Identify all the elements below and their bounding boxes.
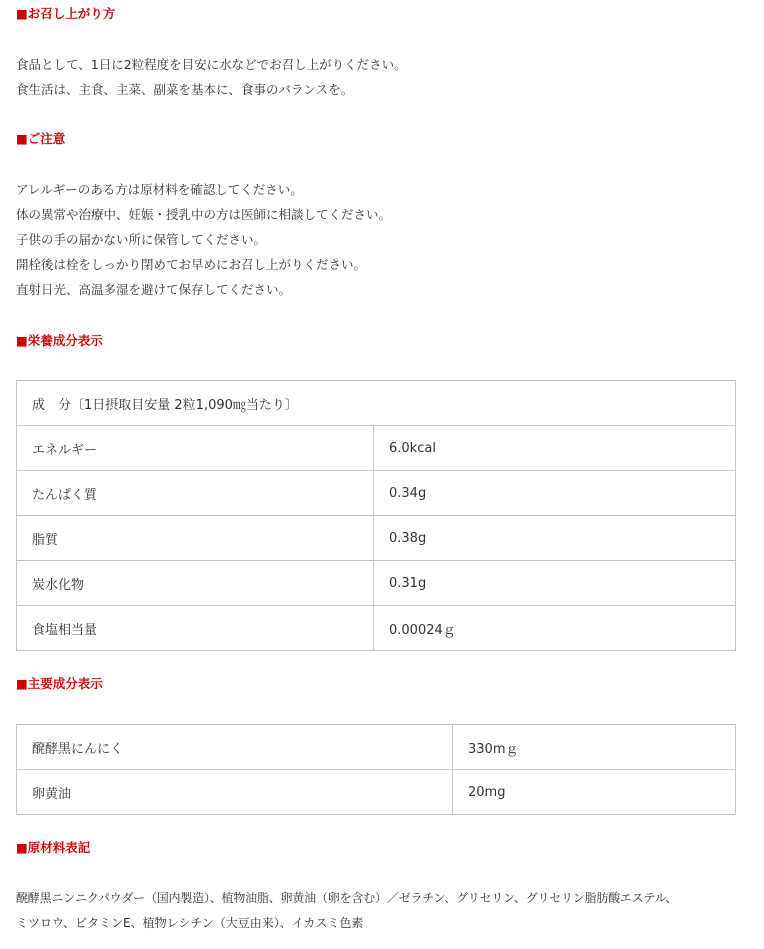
nutrient-name: 食塩相当量 (17, 606, 374, 651)
table-row (17, 561, 736, 606)
ingredient-value: 330mｇ (453, 725, 736, 770)
caution-line: 子供の手の届かない所に保管してください。 (16, 232, 267, 247)
nutrient-name: 炭水化物 (17, 561, 374, 606)
nutrition-table (16, 380, 736, 651)
main-ingredients-heading: ■主要成分表示 (16, 676, 103, 691)
table-row (17, 426, 736, 471)
nutrient-name: エネルギー (17, 426, 374, 471)
table-row (17, 725, 736, 770)
nutrient-value: 0.31g (374, 561, 736, 606)
caution-heading: ■ご注意 (16, 131, 66, 146)
table-row (17, 516, 736, 561)
usage-line: 食生活は、主食、主菜、副菜を基本に、食事のバランスを。 (16, 82, 354, 97)
caution-line: 開栓後は栓をしっかり閉めてお早めにお召し上がりください。 (16, 257, 367, 272)
usage-heading: ■お召し上がり方 (16, 6, 116, 21)
table-row (17, 606, 736, 651)
raw-materials-line: 醗酵黒ニンニクパウダー（国内製造）、植物油脂、卵黄油（卵を含む）／ゼラチン、グリセリン、グリセリン脂肪酸エステル、 (16, 891, 678, 905)
caution-line: アレルギーのある方は原材料を確認してください。 (16, 182, 303, 197)
table-row (17, 471, 736, 516)
nutrient-name: 脂質 (17, 516, 374, 561)
usage-line: 食品として、1日に2粒程度を目安に水などでお召し上がりください。 (16, 57, 407, 72)
nutrient-name: たんぱく質 (17, 471, 374, 516)
ingredient-name: 醗酵黒にんにく (17, 725, 453, 770)
main-ingredients-table (16, 724, 736, 815)
nutrient-value: 0.38g (374, 516, 736, 561)
nutrition-table-header: 成 分〔1日摂取目安量 2粒1,090㎎当たり〕 (17, 381, 736, 426)
ingredient-value: 20mg (453, 770, 736, 815)
table-row (17, 770, 736, 815)
raw-materials-heading: ■原材料表記 (16, 840, 91, 855)
nutrient-value: 0.34g (374, 471, 736, 516)
nutrition-heading: ■栄養成分表示 (16, 333, 103, 348)
caution-line: 直射日光、高温多湿を避けて保存してください。 (16, 282, 292, 297)
nutrient-value: 0.00024ｇ (374, 606, 736, 651)
raw-materials-line: ミツロウ、ビタミンE、植物レシチン（大豆由来）、イカスミ色素 (16, 916, 364, 930)
ingredient-name: 卵黄油 (17, 770, 453, 815)
nutrient-value: 6.0kcal (374, 426, 736, 471)
caution-line: 体の異常や治療中、妊娠・授乳中の方は医師に相談してください。 (16, 207, 392, 222)
table-header-row (17, 381, 736, 426)
